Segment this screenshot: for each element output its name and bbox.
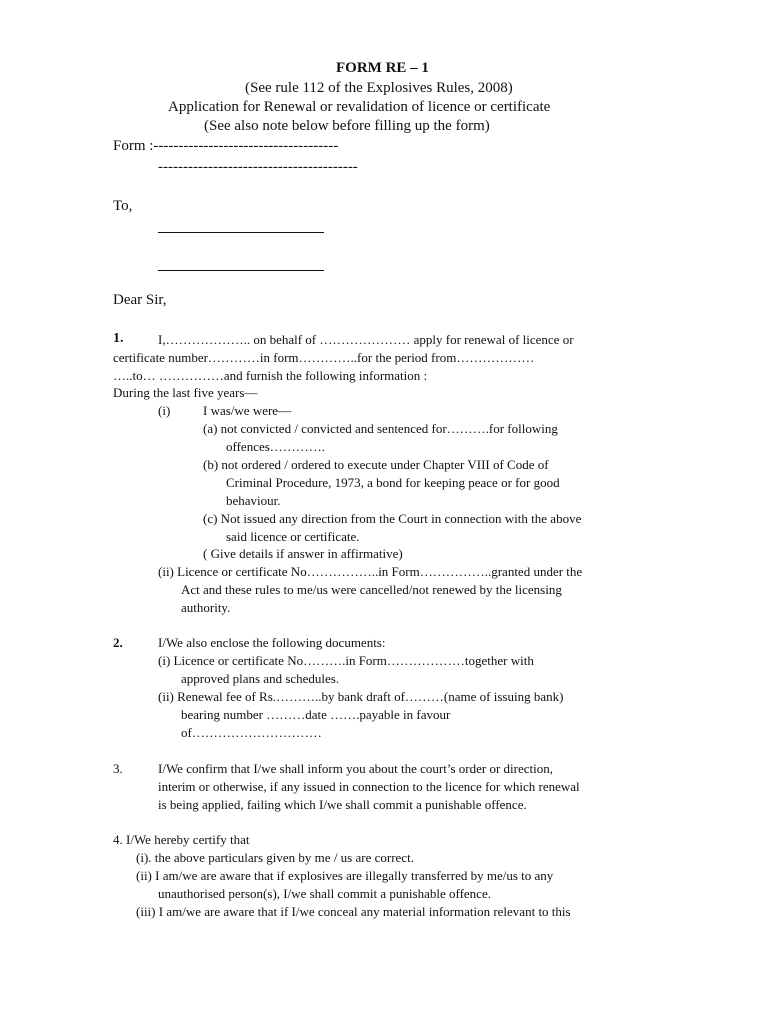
section-1-line-3: …..to… ……………and furnish the following information : [113, 368, 428, 383]
item-ii-line-1: (ii) Licence or certificate No……………..in Form……………..granted under the [158, 564, 583, 579]
item-ii-line-3: authority. [181, 600, 231, 615]
give-details-note: ( Give details if answer in affirmative) [203, 546, 403, 561]
sub-b-line-3: behaviour. [226, 493, 281, 508]
section-3-line-2: interim or otherwise, if any issued in connection to the licence for which renewal [158, 779, 580, 794]
section-3-line-3: is being applied, failing which I/we shall commit a punishable offence. [158, 797, 527, 812]
item-ii-line-2: Act and these rules to me/us were cancelled/not renewed by the licensing [181, 582, 562, 597]
from-line-2: ---------------------------------------- [158, 159, 358, 175]
item-i-number: (i) [158, 403, 171, 418]
sub-c-line-2: said licence or certificate. [226, 529, 360, 544]
section-2-item-ii-line-3: of………………………… [181, 725, 322, 740]
item-i-text: I was/we were— [203, 403, 292, 418]
sub-b-line-1: (b) not ordered / ordered to execute under Chapter VIII of Code of [203, 457, 549, 472]
section-1-line-1: I,……………….. on behalf of ………………… apply for renewal of licence or [158, 332, 574, 347]
sub-b-line-2: Criminal Procedure, 1973, a bond for keeping peace or for good [226, 475, 560, 490]
sub-a-line-1: (a) not convicted / convicted and sentenced for……….for following [203, 421, 558, 436]
to-label: To, [113, 198, 133, 214]
address-line-1 [158, 232, 324, 233]
section-4-item-iii-line-1: (iii) I am/we are aware that if I/we conceal any material information relevant to this [136, 904, 571, 919]
section-2-item-ii-line-1: (ii) Renewal fee of Rs.………..by bank draft of………(name of issuing bank) [158, 689, 564, 704]
section-2-intro: I/We also enclose the following documents: [158, 635, 386, 650]
section-3-number: 3. [113, 761, 123, 776]
section-3-line-1: I/We confirm that I/we shall inform you about the court’s order or direction, [158, 761, 553, 776]
section-2-number: 2. [113, 635, 123, 650]
salutation: Dear Sir, [113, 292, 167, 308]
section-2-item-ii-line-2: bearing number ………date …….payable in favour [181, 707, 451, 722]
form-number: FORM RE – 1 [336, 60, 429, 76]
rule-reference: (See rule 112 of the Explosives Rules, 2008) [245, 80, 513, 96]
section-4-intro: 4. I/We hereby certify that [113, 832, 250, 847]
section-2-item-i-line-2: approved plans and schedules. [181, 671, 340, 686]
sub-a-line-2: offences…………. [226, 439, 326, 454]
from-label: Form :------------------------------------- [113, 138, 339, 154]
section-1-line-4: During the last five years— [113, 385, 258, 400]
section-1-number: 1. [113, 331, 124, 346]
section-4-item-ii-line-1: (ii) I am/we are aware that if explosives are illegally transferred by me/us to any [136, 868, 554, 883]
sub-c-line-1: (c) Not issued any direction from the Court in connection with the above [203, 511, 582, 526]
address-line-2 [158, 270, 324, 271]
section-2-item-i-line-1: (i) Licence or certificate No……….in Form………………together with [158, 653, 534, 668]
section-4-item-i: (i). the above particulars given by me / us are correct. [136, 850, 414, 865]
section-1-line-2: certificate number…………in form…………..for the period from……………… [113, 350, 535, 365]
form-note: (See also note below before filling up the form) [204, 118, 490, 134]
form-title: Application for Renewal or revalidation of licence or certificate [168, 99, 551, 115]
section-4-item-ii-line-2: unauthorised person(s), I/we shall commit a punishable offence. [158, 886, 491, 901]
